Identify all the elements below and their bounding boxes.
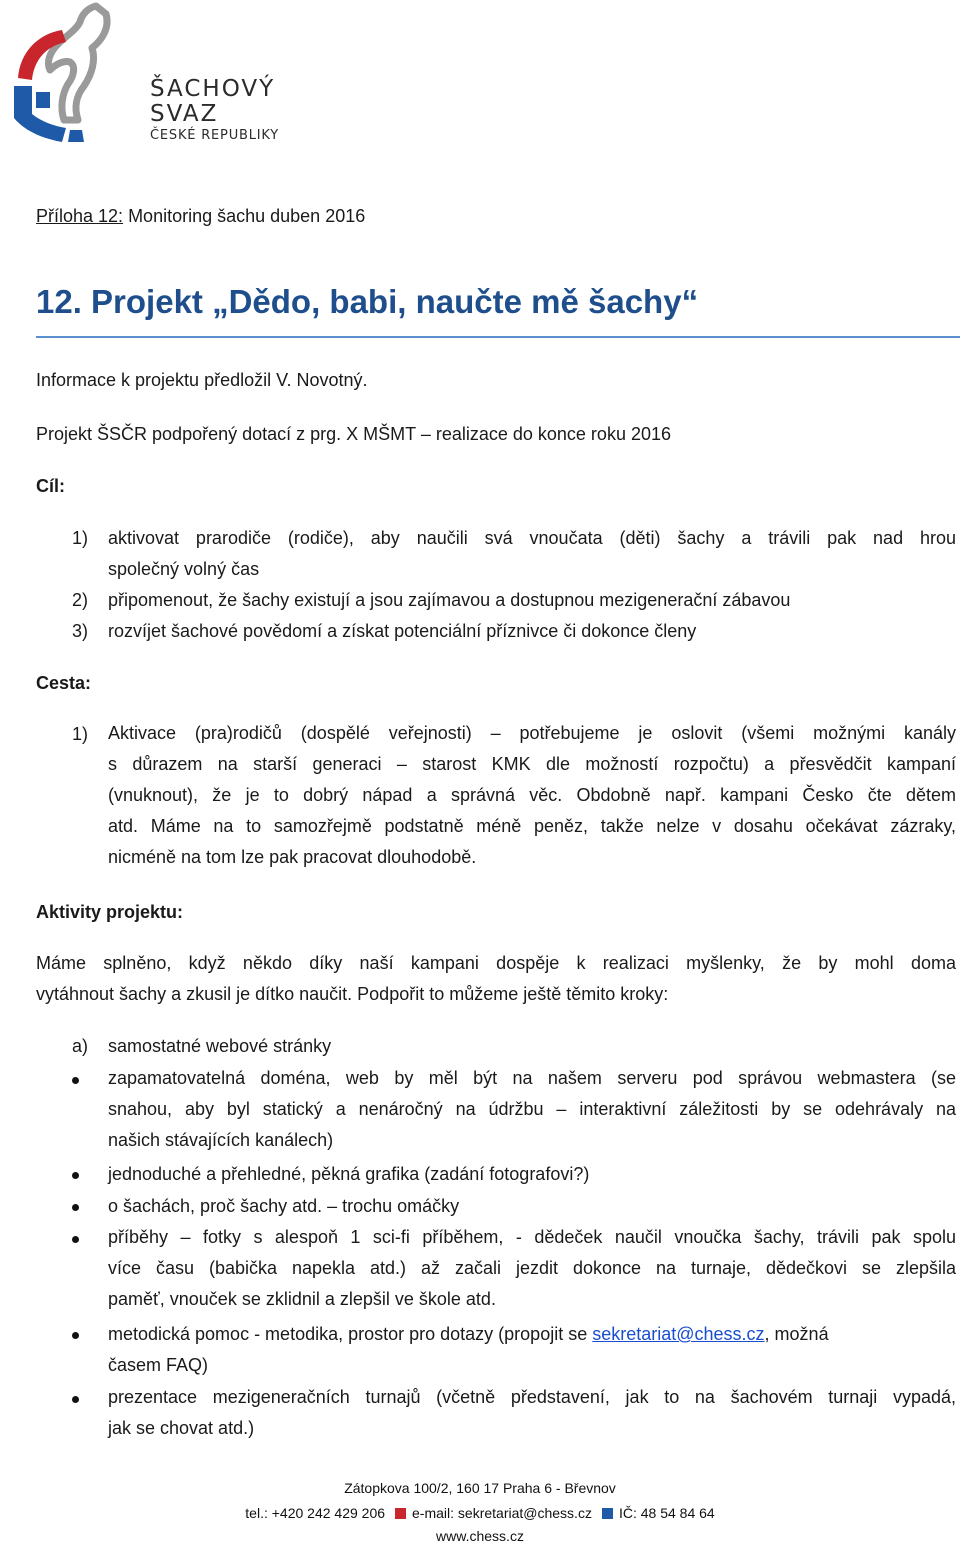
way-line: atd. Máme na to samozřejmě podstatně méně peněz, takže nelze v dosahu očekávat zázraky, [108, 816, 956, 836]
intro-line: Projekt ŠSČR podpořený dotací z prg. X MŠMT – realizace do konce roku 2016 [36, 424, 671, 444]
bullet-line: našich stávajících kanálech) [108, 1130, 334, 1150]
bullet-line [108, 1324, 829, 1345]
way-line: nicméně na tom lze pak pracovat dlouhodobě. [108, 847, 477, 867]
bullet-line: zapamatovatelná doména, web by měl být na našem serveru pod správou webmastera (se [108, 1068, 956, 1088]
footer-email: e-mail: sekretariat@chess.cz [412, 1505, 592, 1521]
bullet-line: o šachách, proč šachy atd. – trochu omáčky [108, 1196, 460, 1216]
logo-line2: SVAZ [150, 101, 219, 127]
way-label: Cesta: [36, 673, 92, 693]
way-line: Aktivace (pra)rodičů (dospělé veřejnosti) – potřebujeme je oslovit (všemi možnými kanály [108, 723, 956, 743]
goal-item-text: aktivovat prarodiče (rodiče), aby naučili svá vnoučata (děti) šachy a trávili pak nad hrou [108, 528, 956, 548]
logo-line3: ČESKÉ REPUBLIKY [150, 128, 280, 143]
goal-item-number: 1) [72, 528, 89, 548]
footer-contacts [0, 1505, 960, 1521]
letter-item-text: samostatné webové stránky [108, 1036, 332, 1056]
red-square-icon [395, 1508, 406, 1519]
blue-square-icon [602, 1508, 613, 1519]
footer-address: Zátopkova 100/2, 160 17 Praha 6 - Břevnov [344, 1480, 616, 1496]
footer-ic: IČ: 48 54 84 64 [618, 1505, 715, 1521]
bullet-text: metodická pomoc - metodika, prostor pro dotazy (propojit se [108, 1324, 593, 1344]
bullet-dot [72, 1172, 79, 1179]
logo-line1: ŠACHOVÝ [150, 76, 276, 102]
attachment-line [36, 206, 365, 227]
letter-item-marker: a) [72, 1036, 89, 1056]
activities-intro-line: vytáhnout šachy a zkusil je dítko naučit. Podpořit to můžeme ještě těmito kroky: [36, 984, 669, 1004]
email-link[interactable]: sekretariat@chess.cz [592, 1324, 765, 1344]
bullet-line: jak se chovat atd.) [108, 1418, 255, 1438]
bullet-line: paměť, vnouček se zklidnil a zlepšil ve škole atd. [108, 1289, 496, 1309]
intro-line: Informace k projektu předložil V. Novotný. [36, 370, 368, 390]
way-item-number: 1) [72, 724, 89, 744]
bullet-item [108, 1222, 956, 1315]
way-paragraph [108, 718, 956, 873]
goal-label: Cíl: [36, 476, 65, 496]
chess-federation-logo-icon [6, 0, 146, 145]
way-line: s důrazem na starší generaci – starost KMK dle možností rozpočtu) a přesvědčit kampaní [108, 754, 956, 774]
bullet-dot [72, 1236, 79, 1243]
bullet-dot [72, 1077, 79, 1084]
activities-label: Aktivity projektu: [36, 902, 184, 922]
bullet-line: příběhy – fotky s alespoň 1 sci-fi příběhem, - dědeček naučil vnoučka šachy, trávili pak spolu [108, 1227, 956, 1247]
bullet-dot [72, 1204, 79, 1211]
goal-item-number: 3) [72, 621, 89, 641]
way-line: (vnuknout), že je to dobrý nápad a správná věc. Obdobně např. kampani Česko čte dětem [108, 785, 956, 805]
goal-item-number: 2) [72, 590, 89, 610]
attachment-title: Monitoring šachu duben 2016 [123, 206, 366, 226]
activities-intro [36, 948, 956, 1010]
page-title: 12. Projekt „Dědo, babi, naučte mě šachy“ [36, 283, 699, 320]
bullet-dot [72, 1396, 79, 1403]
bullet-dot [72, 1332, 79, 1339]
bullet-item [108, 1382, 956, 1444]
footer-tel: tel.: +420 242 429 206 [245, 1505, 386, 1521]
goal-item-text: společný volný čas [108, 559, 260, 579]
bullet-item [108, 1063, 956, 1156]
bullet-line: více času (babička napekla atd.) až začali jezdit dokonce na turnaje, dědečkovi se zlepšila [108, 1258, 956, 1278]
heading-divider [36, 336, 960, 338]
bullet-text: , možná [764, 1324, 829, 1344]
bullet-line: snahou, aby byl statický a nenáročný na údržbu – interaktivní záležitosti by se odehrávaly na [108, 1099, 956, 1119]
activities-intro-line: Máme splněno, když někdo díky naší kampani dospěje k realizaci myšlenky, že by mohl doma [36, 953, 956, 973]
goal-item-text: rozvíjet šachové povědomí a získat potenciální příznivce či dokonce členy [108, 621, 697, 641]
bullet-line: jednoduché a přehledné, pěkná grafika (zadání fotografovi?) [108, 1164, 590, 1184]
goal-item-text: připomenout, že šachy existují a jsou zajímavou a dostupnou mezigenerační zábavou [108, 590, 791, 610]
bullet-line: prezentace mezigeneračních turnajů (včetně představení, jak to na šachovém turnaji vypadá, [108, 1387, 956, 1407]
bullet-line: časem FAQ) [108, 1355, 209, 1375]
footer-web: www.chess.cz [436, 1528, 524, 1544]
attachment-label: Příloha 12: [36, 206, 124, 226]
